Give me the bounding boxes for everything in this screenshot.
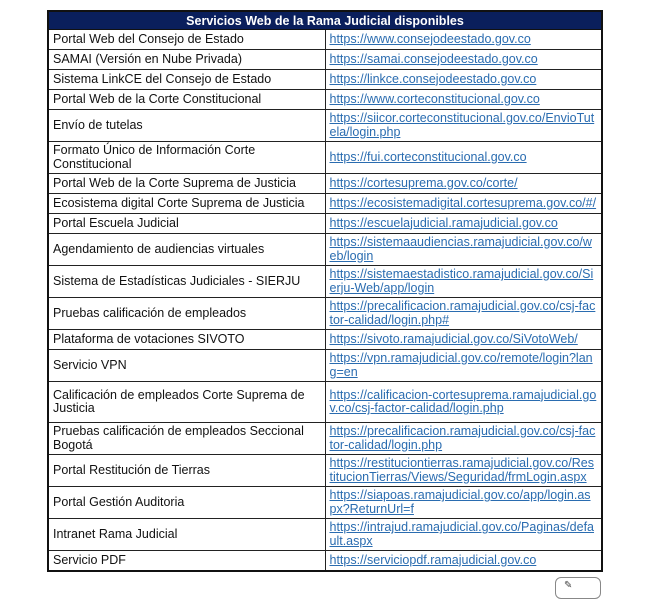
service-url-cell — [325, 50, 602, 70]
service-url-cell — [325, 455, 602, 487]
service-link[interactable]: https://precalificacion.ramajudicial.gov.co/csj-factor-calidad/login.php — [329, 424, 596, 452]
table-row — [48, 350, 602, 382]
table-row — [48, 90, 602, 110]
service-url-cell — [325, 174, 602, 194]
service-name: Ecosistema digital Corte Suprema de Justicia — [48, 194, 325, 214]
service-url-cell — [325, 30, 602, 50]
service-url-cell — [325, 298, 602, 330]
service-link[interactable]: https://serviciopdf.ramajudicial.gov.co — [329, 552, 537, 567]
service-name: Plataforma de votaciones SIVOTO — [48, 330, 325, 350]
table-row — [48, 382, 602, 423]
table-row — [48, 194, 602, 214]
service-name: Portal Restitución de Tierras — [48, 455, 325, 487]
service-name: Servicio VPN — [48, 350, 325, 382]
service-link[interactable]: https://sivoto.ramajudicial.gov.co/SiVotoWeb/ — [329, 331, 578, 346]
table-row — [48, 174, 602, 194]
service-url-cell — [325, 70, 602, 90]
service-name: Pruebas calificación de empleados Seccional Bogotá — [48, 423, 325, 455]
table-row — [48, 487, 602, 519]
service-link[interactable]: https://fui.corteconstitucional.gov.co — [329, 149, 527, 164]
service-name: Sistema LinkCE del Consejo de Estado — [48, 70, 325, 90]
table-row — [48, 70, 602, 90]
service-url-cell — [325, 551, 602, 572]
table-row — [48, 519, 602, 551]
table-row — [48, 214, 602, 234]
table-row — [48, 30, 602, 50]
table-row — [48, 266, 602, 298]
services-table — [47, 10, 603, 572]
service-link[interactable]: https://www.consejodeestado.gov.co — [329, 31, 531, 46]
service-url-cell — [325, 330, 602, 350]
service-link[interactable]: https://escuelajudicial.ramajudicial.gov.co — [329, 215, 558, 230]
table-row — [48, 110, 602, 142]
service-link[interactable]: https://linkce.consejodeestado.gov.co — [329, 71, 537, 86]
service-link[interactable]: https://cortesuprema.gov.co/corte/ — [329, 175, 518, 190]
service-url-cell — [325, 519, 602, 551]
service-link[interactable]: https://restituciontierras.ramajudicial.gov.co/RestitucionTierras/Views/Seguridad/frmLogin.aspx — [329, 456, 594, 484]
service-name: Envío de tutelas — [48, 110, 325, 142]
table-row — [48, 234, 602, 266]
service-name: Formato Único de Información Corte Constitucional — [48, 142, 325, 174]
service-link[interactable]: https://sistemaestadistico.ramajudicial.gov.co/Sierju-Web/app/login — [329, 267, 594, 295]
service-name: Pruebas calificación de empleados — [48, 298, 325, 330]
service-url-cell — [325, 194, 602, 214]
service-url-cell — [325, 110, 602, 142]
service-name: Agendamiento de audiencias virtuales — [48, 234, 325, 266]
service-link[interactable]: https://calificacion-cortesuprema.ramajudicial.gov.co/csj-factor-calidad/login.php — [329, 387, 597, 415]
service-name: Sistema de Estadísticas Judiciales - SIERJU — [48, 266, 325, 298]
service-link[interactable]: https://ecosistemadigital.cortesuprema.gov.co/#/ — [329, 195, 597, 210]
service-link[interactable]: https://siicor.corteconstitucional.gov.co/EnvioTutela/login.php — [329, 111, 595, 139]
service-link[interactable]: https://precalificacion.ramajudicial.gov.co/csj-factor-calidad/login.php# — [329, 299, 596, 327]
service-name: Portal Web de la Corte Constitucional — [48, 90, 325, 110]
service-name: SAMAI (Versión en Nube Privada) — [48, 50, 325, 70]
table-title: Servicios Web de la Rama Judicial disponibles — [48, 11, 602, 30]
edit-button[interactable] — [555, 577, 601, 599]
table-row — [48, 142, 602, 174]
table-row — [48, 330, 602, 350]
service-name: Portal Escuela Judicial — [48, 214, 325, 234]
service-url-cell — [325, 90, 602, 110]
pencil-icon: ✎ — [564, 580, 573, 591]
service-name: Intranet Rama Judicial — [48, 519, 325, 551]
service-url-cell — [325, 214, 602, 234]
table-row — [48, 455, 602, 487]
service-name: Portal Gestión Auditoria — [48, 487, 325, 519]
table-row — [48, 50, 602, 70]
service-name: Servicio PDF — [48, 551, 325, 572]
service-link[interactable]: https://siapoas.ramajudicial.gov.co/app/login.aspx?ReturnUrl=f — [329, 488, 591, 516]
service-url-cell — [325, 266, 602, 298]
service-link[interactable]: https://sistemaaudiencias.ramajudicial.gov.co/web/login — [329, 235, 592, 263]
service-url-cell — [325, 142, 602, 174]
service-name: Portal Web de la Corte Suprema de Justicia — [48, 174, 325, 194]
service-link[interactable]: https://vpn.ramajudicial.gov.co/remote/login?lang=en — [329, 351, 593, 379]
service-link[interactable]: https://intrajud.ramajudicial.gov.co/Paginas/default.aspx — [329, 520, 595, 548]
table-row — [48, 298, 602, 330]
table-row — [48, 551, 602, 572]
service-url-cell — [325, 423, 602, 455]
service-url-cell — [325, 350, 602, 382]
service-url-cell — [325, 487, 602, 519]
service-name: Portal Web del Consejo de Estado — [48, 30, 325, 50]
service-link[interactable]: https://samai.consejodeestado.gov.co — [329, 51, 538, 66]
table-row — [48, 423, 602, 455]
service-url-cell — [325, 382, 602, 423]
service-url-cell — [325, 234, 602, 266]
service-link[interactable]: https://www.corteconstitucional.gov.co — [329, 91, 540, 106]
service-name: Calificación de empleados Corte Suprema de Justicia — [48, 382, 325, 423]
